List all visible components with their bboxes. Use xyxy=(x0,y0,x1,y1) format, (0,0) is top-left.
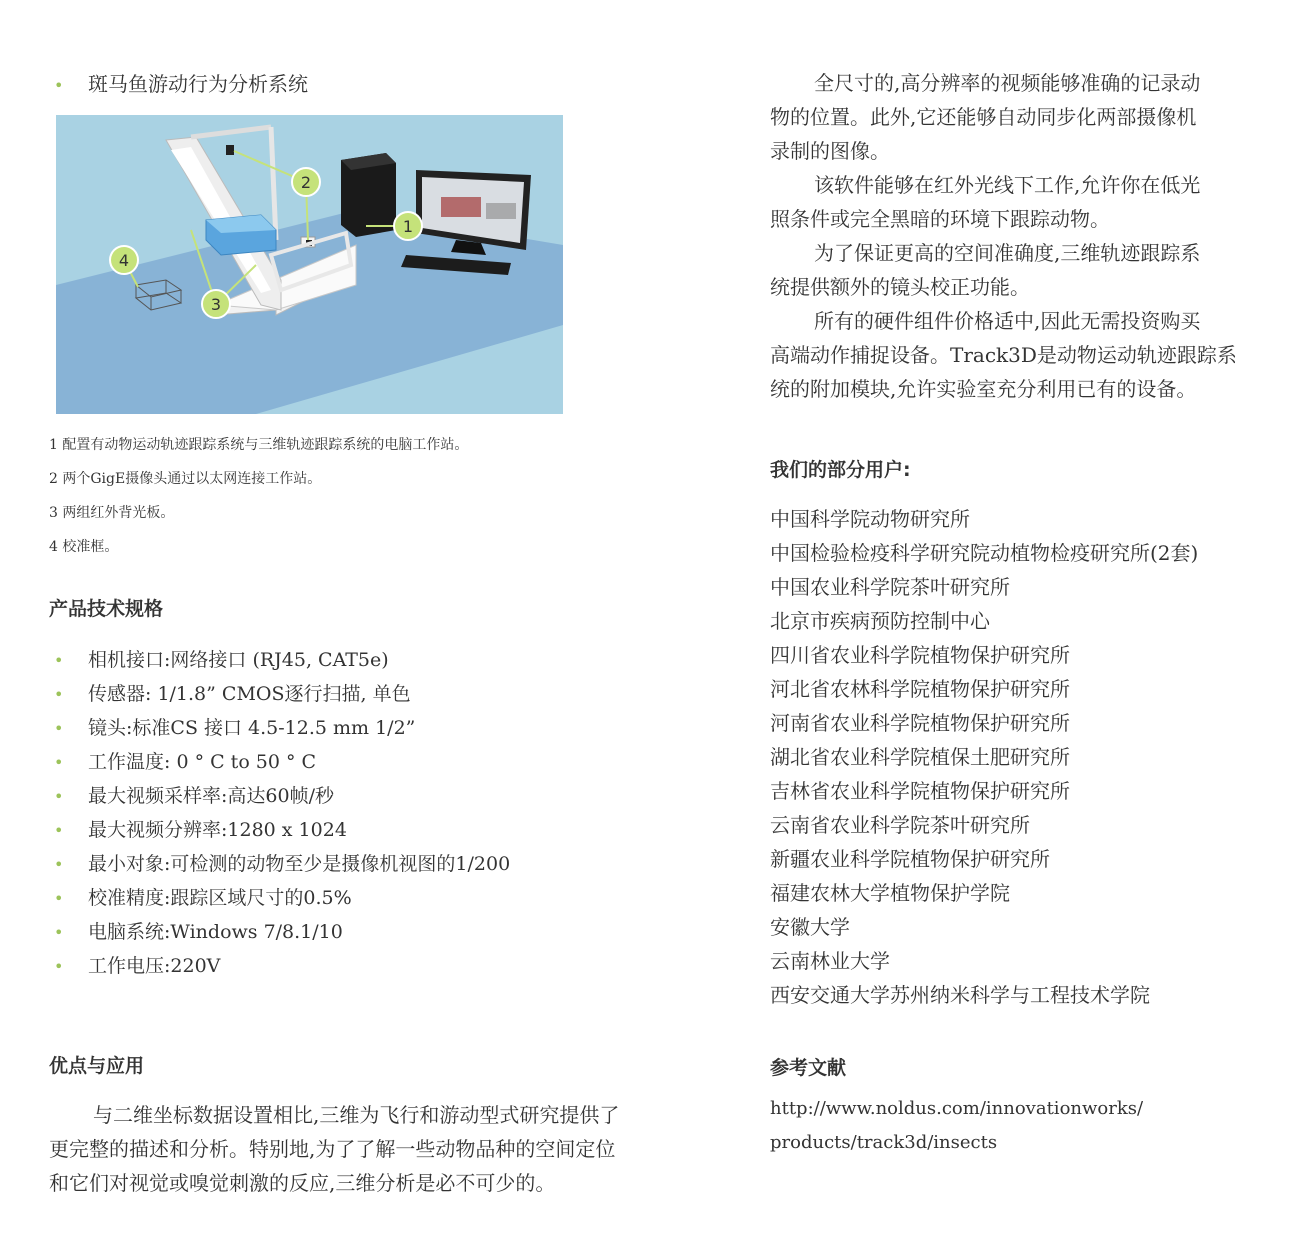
spec-item: • 工作电压:220V xyxy=(54,949,510,983)
system-title: 斑马鱼游动行为分析系统 xyxy=(88,72,308,96)
spec-item: • 电脑系统:Windows 7/8.1/10 xyxy=(54,915,510,949)
features-line: 照条件或完全黑暗的环境下跟踪动物。 xyxy=(770,207,1110,231)
user-item: 四川省农业科学院植物保护研究所 xyxy=(770,643,1070,667)
features-line: 录制的图像。 xyxy=(770,139,890,163)
svg-text:4: 4 xyxy=(118,251,130,270)
bullet-icon: • xyxy=(54,651,64,670)
user-item: 河北省农林科学院植物保护研究所 xyxy=(770,677,1070,701)
bullet-icon: • xyxy=(54,787,64,806)
callout-1 xyxy=(394,212,422,240)
camera-top xyxy=(226,145,234,155)
features-line: 所有的硬件组件价格适中,因此无需投资购买 xyxy=(814,309,1201,333)
bullet-icon: • xyxy=(54,889,64,908)
features-line: 统提供额外的镜头校正功能。 xyxy=(770,275,1030,299)
reference-line: http://www.noldus.com/innovationworks/ xyxy=(770,1098,1144,1119)
spec-item: • 相机接口:网络接口 (RJ45, CAT5e) xyxy=(54,643,510,677)
advantages-line: 更完整的描述和分析。特别地,为了了解一些动物品种的空间定位 xyxy=(49,1137,616,1161)
spec-item: • 镜头:标准CS 接口 4.5-12.5 mm 1/2” xyxy=(54,711,510,745)
caption-4: 4 校准框。 xyxy=(49,539,119,555)
svg-text:3: 3 xyxy=(210,295,222,314)
spec-item: • 最大视频分辨率:1280 x 1024 xyxy=(54,813,510,847)
bullet-icon: • xyxy=(54,957,64,976)
spec-item: • 最大视频采样率:高达60帧/秒 xyxy=(54,779,510,813)
system-title-item xyxy=(54,68,308,97)
features-line: 为了保证更高的空间准确度,三维轨迹跟踪系 xyxy=(814,241,1201,265)
spec-item: • 校准精度:跟踪区域尺寸的0.5% xyxy=(54,881,510,915)
user-item: 河南省农业科学院植物保护研究所 xyxy=(770,711,1070,735)
advantages-line: 和它们对视觉或嗅觉刺激的反应,三维分析是必不可少的。 xyxy=(49,1171,556,1195)
figure-captions xyxy=(49,432,468,568)
features-line: 物的位置。此外,它还能够自动同步化两部摄像机 xyxy=(770,105,1197,129)
bullet-icon: • xyxy=(54,821,64,840)
user-item: 安徽大学 xyxy=(770,915,850,939)
spec-item: • 工作温度: 0 ° C to 50 ° C xyxy=(54,745,510,779)
caption-2: 2 两个GigE摄像头通过以太网连接工作站。 xyxy=(49,471,322,487)
features-line: 全尺寸的,高分辨率的视频能够准确的记录动 xyxy=(814,71,1201,95)
bullet-icon: • xyxy=(54,753,64,772)
caption-1: 1 配置有动物运动轨迹跟踪系统与三维轨迹跟踪系统的电脑工作站。 xyxy=(49,437,469,453)
user-item: 北京市疾病预防控制中心 xyxy=(770,609,990,633)
callout-3 xyxy=(202,290,230,318)
svg-text:2: 2 xyxy=(300,173,312,192)
user-item: 云南省农业科学院茶叶研究所 xyxy=(770,813,1030,837)
bullet-icon: • xyxy=(54,855,64,874)
advantages-heading: 优点与应用 xyxy=(49,1055,145,1077)
features-paragraphs xyxy=(770,66,1237,406)
user-item: 新疆农业科学院植物保护研究所 xyxy=(770,847,1050,871)
users-heading: 我们的部分用户: xyxy=(770,459,911,481)
specs-list xyxy=(54,643,510,983)
advantages-paragraph xyxy=(49,1098,619,1200)
advantages-line: 与二维坐标数据设置相比,三维为飞行和游动型式研究提供了 xyxy=(93,1103,620,1127)
bullet-icon: • xyxy=(54,685,64,704)
bullet-icon: • xyxy=(54,923,64,942)
caption-3: 3 两组红外背光板。 xyxy=(49,505,175,521)
user-item: 中国科学院动物研究所 xyxy=(770,507,970,531)
user-item: 福建农林大学植物保护学院 xyxy=(770,881,1010,905)
user-item: 西安交通大学苏州纳米科学与工程技术学院 xyxy=(770,983,1150,1007)
user-item: 吉林省农业科学院植物保护研究所 xyxy=(770,779,1070,803)
user-item: 中国农业科学院茶叶研究所 xyxy=(770,575,1010,599)
reference-line: products/track3d/insects xyxy=(770,1132,998,1153)
spec-item: • 最小对象:可检测的动物至少是摄像机视图的1/200 xyxy=(54,847,510,881)
references-heading: 参考文献 xyxy=(770,1057,847,1079)
user-item: 湖北省农业科学院植保土肥研究所 xyxy=(770,745,1070,769)
callout-4 xyxy=(110,246,138,274)
features-line: 高端动作捕捉设备。Track3D是动物运动轨迹跟踪系 xyxy=(770,343,1237,367)
users-list xyxy=(770,502,1198,1012)
user-item: 中国检验检疫科学研究院动植物检疫研究所(2套) xyxy=(770,541,1199,565)
specs-heading: 产品技术规格 xyxy=(49,598,164,620)
system-setup-illustration xyxy=(56,115,563,414)
callout-2 xyxy=(292,168,320,196)
bullet-icon: • xyxy=(54,719,64,738)
spec-item: • 传感器: 1/1.8” CMOS逐行扫描, 单色 xyxy=(54,677,510,711)
features-line: 统的附加模块,允许实验室充分利用已有的设备。 xyxy=(770,377,1197,401)
features-line: 该软件能够在红外光线下工作,允许你在低光 xyxy=(814,173,1201,197)
reference-link[interactable] xyxy=(770,1092,1143,1160)
bullet-icon: • xyxy=(54,76,64,95)
user-item: 云南林业大学 xyxy=(770,949,890,973)
svg-text:1: 1 xyxy=(402,217,414,236)
